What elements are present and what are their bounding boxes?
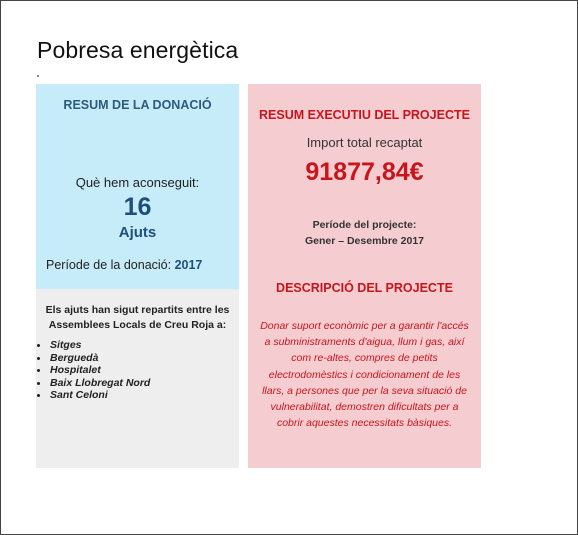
list-item: Sitges	[36, 339, 150, 352]
project-description-heading: DESCRIPCIÓ DEL PROJECTE	[276, 281, 453, 295]
project-summary-heading: RESUM EXECUTIU DEL PROJECTE	[259, 108, 470, 122]
total-amount: 91877,84€	[305, 158, 424, 186]
donation-period-value: 2017	[174, 258, 203, 272]
bullet-marker	[37, 75, 39, 77]
achievement-question: Què hem aconseguit:	[75, 175, 200, 190]
list-item: Sant Celoni	[36, 389, 150, 402]
list-item: Berguedà	[36, 352, 150, 365]
distribution-panel	[36, 289, 239, 468]
list-item: Baix Llobregat Nord	[36, 377, 150, 390]
project-period-label: Període del projecte:	[312, 219, 417, 231]
distribution-intro: Els ajuts han sigut repartits entre les Assemblees Locals de Creu Roja a:	[45, 304, 230, 331]
project-description-text: Donar suport econòmic per a garantir l'accés a subministraments d'aigua, llum i gas, així com re-altes, compres de petits electrodomèstics i condicionament de les llars, a persones que per la seva situació de vulnerabilitat, demostren dificultats per a cobrir aquestes necessitats bàsiques.	[260, 320, 469, 430]
aid-count: 16	[123, 193, 152, 221]
aid-unit: Ajuts	[118, 224, 157, 241]
donation-summary-panel	[36, 84, 239, 289]
donation-period	[46, 258, 202, 272]
list-item: Hospitalet	[36, 364, 150, 377]
project-period-value: Gener – Desembre 2017	[304, 235, 425, 247]
donation-period-label: Període de la donació:	[46, 258, 175, 272]
assemblies-list	[36, 339, 150, 402]
page-title: Pobresa energètica	[37, 37, 239, 63]
project-summary-panel	[248, 84, 481, 468]
donation-summary-heading: RESUM DE LA DONACIÓ	[63, 98, 212, 112]
import-label: Import total recaptat	[306, 135, 423, 150]
